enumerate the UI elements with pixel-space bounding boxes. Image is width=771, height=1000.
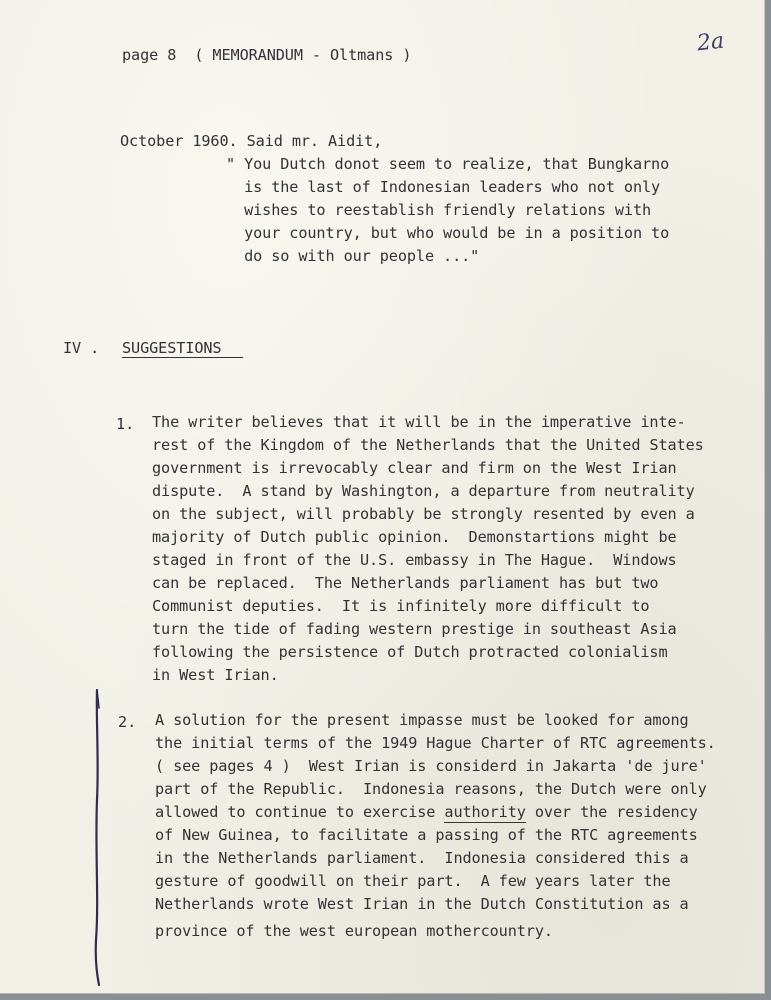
item-1-line: turn the tide of fading western prestige in southeast Asia <box>152 620 677 638</box>
item-2-line: Netherlands wrote West Irian in the Dutch Constitution as a <box>155 895 689 913</box>
quote-line: wishes to reestablish friendly relations with <box>226 201 652 219</box>
item-2-line: of New Guinea, to facilitate a passing of the RTC agreements <box>155 826 698 844</box>
item-2-line: gesture of goodwill on their part. A few years later the <box>155 872 671 890</box>
line-text: over the residency <box>525 803 698 821</box>
item-2-line: part of the Republic. Indonesia reasons, the Dutch were only <box>155 780 707 798</box>
item-2-line: the initial terms of the 1949 Hague Charter of RTC agreements. <box>155 734 716 752</box>
quote-line: " You Dutch donot seem to realize, that Bungkarno <box>226 155 670 173</box>
quote-line: do so with our people ..." <box>226 247 480 265</box>
list-item-marker: 1. <box>116 415 135 433</box>
item-1-line: majority of Dutch public opinion. Demonstartions might be <box>152 528 677 546</box>
quote-line: your country, but who would be in a position to <box>226 224 670 242</box>
section-number: IV . <box>63 339 100 357</box>
page-header: page 8 ( MEMORANDUM - Oltmans ) <box>122 46 412 64</box>
item-1-line: following the persistence of Dutch protracted colonialism <box>152 643 668 661</box>
item-2-line: A solution for the present impasse must be looked for among <box>155 711 689 729</box>
item-1-line: on the subject, will probably be strongly resented by even a <box>152 505 695 523</box>
margin-pen-mark <box>0 0 120 1000</box>
item-1-line: in West Irian. <box>152 666 279 684</box>
quote-line: is the last of Indonesian leaders who not only <box>226 178 661 196</box>
item-2-line: ( see pages 4 ) West Irian is considerd in Jakarta 'de jure' <box>155 757 707 775</box>
item-1-line: government is irrevocably clear and firm on the West Irian <box>152 459 677 477</box>
list-item-marker: 2. <box>118 713 137 731</box>
item-1-line: The writer believes that it will be in the imperative inte- <box>152 413 686 431</box>
item-1-line: can be replaced. The Netherlands parliament has but two <box>152 574 659 592</box>
item-2-line: province of the west european mothercountry. <box>155 922 553 940</box>
item-1-line: Communist deputies. It is infinitely more difficult to <box>152 597 650 615</box>
item-2-line <box>155 805 698 820</box>
item-1-line: staged in front of the U.S. embassy in The Hague. Windows <box>152 551 677 569</box>
underlined-word: authority <box>444 803 526 821</box>
item-1-line: rest of the Kingdom of the Netherlands that the United States <box>152 436 704 454</box>
line-text: allowed to continue to exercise <box>155 803 445 821</box>
handwritten-page-number: 2a <box>695 28 726 57</box>
section-title: SUGGESTIONS <box>122 341 243 358</box>
quote-intro: October 1960. Said mr. Aidit, <box>120 132 383 150</box>
item-2-line: in the Netherlands parliament. Indonesia considered this a <box>155 849 689 867</box>
item-1-line: dispute. A stand by Washington, a departure from neutrality <box>152 482 695 500</box>
